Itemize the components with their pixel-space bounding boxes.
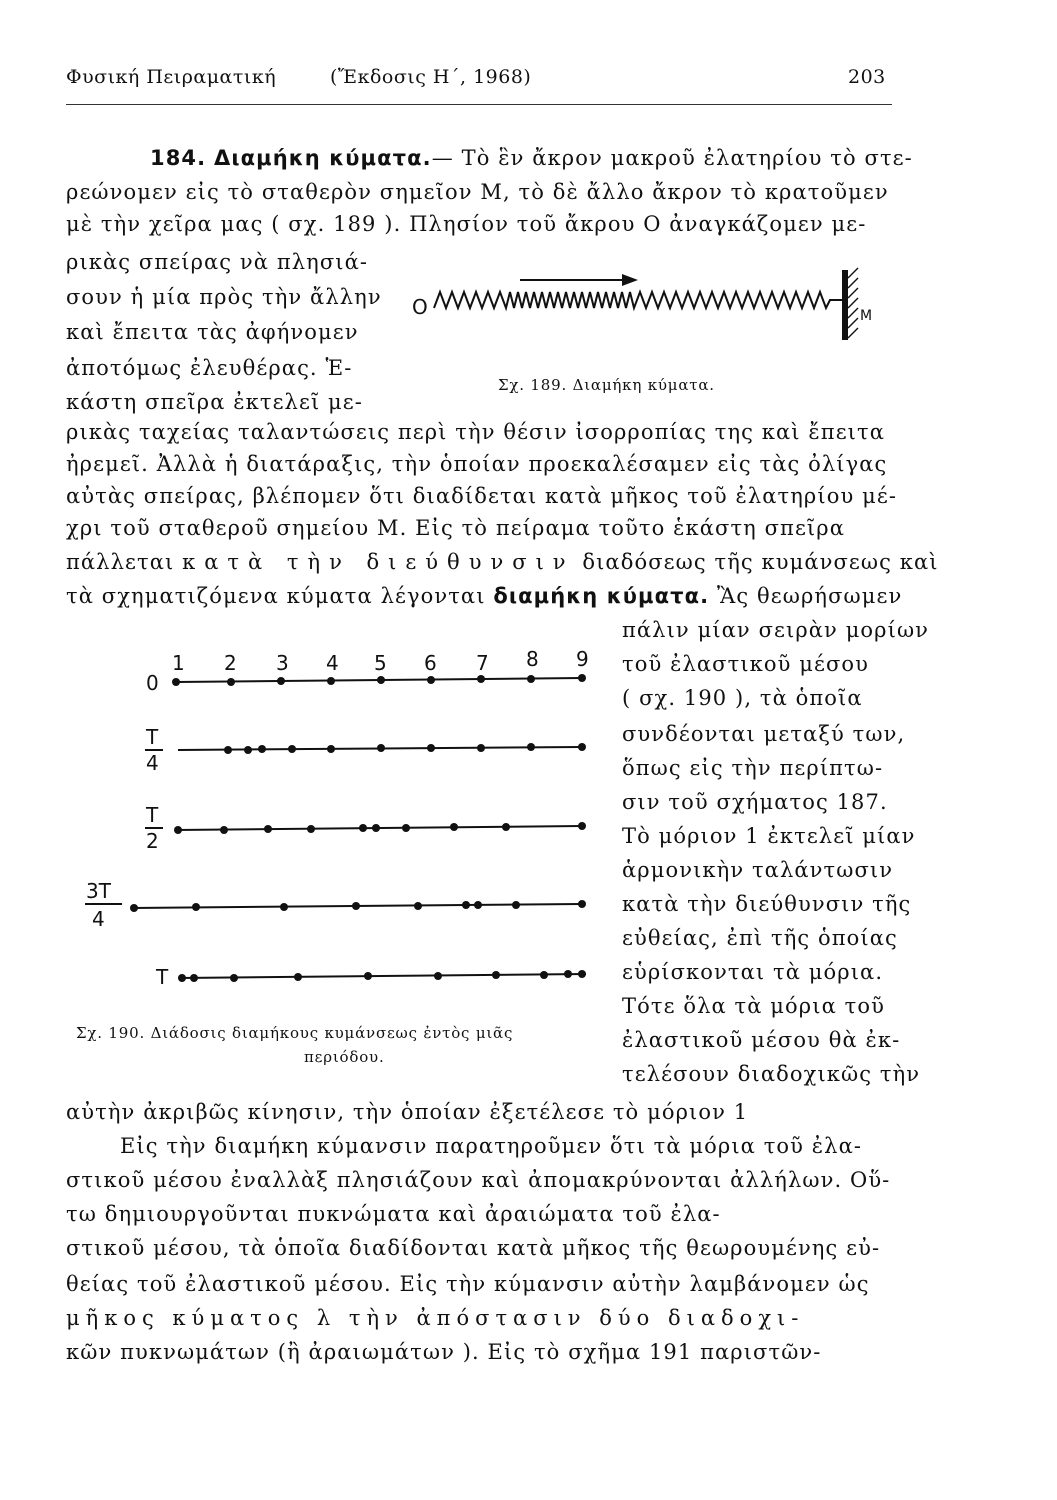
paragraph-line: χρι τοῦ σταθεροῦ σημείου Μ. Εἰς τὸ πείραμα τοῦτο ἑκάστη σπεῖρα <box>66 516 845 540</box>
paragraph-line: σουν ἡ μία πρὸς τὴν ἄλλην <box>66 285 382 309</box>
paragraph-line: στικοῦ μέσου, τὰ ὁποῖα διαδίδονται κατὰ μῆκος τῆς θεωρουμένης εὐ- <box>66 1236 881 1260</box>
particle-number: 7 <box>476 651 489 675</box>
fixed-point-m: M <box>860 308 873 324</box>
particle <box>307 825 315 833</box>
fixed-wall <box>842 270 848 340</box>
particle <box>578 674 586 682</box>
particle <box>327 745 335 753</box>
edition-label: (Ἔκδοσις Η΄, 1968) <box>330 66 532 88</box>
paragraph-line: εὑρίσκονται τὰ μόρια. <box>622 960 884 984</box>
figure-190-diagram <box>66 630 606 1010</box>
particle <box>527 675 535 683</box>
row-particles-0 <box>172 674 586 686</box>
particle <box>264 825 272 833</box>
particle <box>427 744 435 752</box>
paragraph-line: κατὰ τὴν διεύθυνσιν τῆς <box>622 892 912 916</box>
particle-number: 9 <box>576 647 589 671</box>
particle-numbers <box>172 647 589 675</box>
particle <box>288 745 296 753</box>
particle <box>230 974 238 982</box>
particle-number: 4 <box>326 651 339 675</box>
figure-190-caption-line1: Σχ. 190. Διάδοσις διαμήκους κυμάνσεως ἐντὸς μιᾶς <box>76 1024 514 1042</box>
row-label-t: T <box>156 965 169 989</box>
paragraph-line: Τότε ὅλα τὰ μόρια τοῦ <box>622 994 885 1018</box>
particle <box>178 974 186 982</box>
particle <box>502 823 510 831</box>
particle <box>172 678 180 686</box>
particle-number: 5 <box>374 651 387 675</box>
paragraph-line: εὐθείας, ἐπὶ τῆς ὁποίας <box>622 926 898 950</box>
spring-end-o: O <box>412 295 428 319</box>
particle <box>477 675 485 683</box>
header-rule <box>66 104 892 105</box>
particle-number: 2 <box>224 651 237 675</box>
row-label-t2-num: T <box>146 803 159 827</box>
particle <box>258 745 266 753</box>
particle <box>474 901 482 909</box>
paragraph-line: στικοῦ μέσου ἐναλλὰξ πλησιάζουν καὶ ἀπομακρύνονται ἀλλήλων. Οὕ- <box>66 1168 891 1192</box>
paragraph-line: Τὸ μόριον 1 ἐκτελεῖ μίαν <box>622 824 916 848</box>
paragraph-line: ἠρεμεῖ. Ἀλλὰ ἡ διατάραξις, τὴν ὁποίαν προεκαλέσαμεν εἰς τὰς ὀλίγας <box>66 452 888 476</box>
particle <box>492 971 500 979</box>
paragraph-line: ρικὰς σπείρας νὰ πλησιά- <box>66 250 369 274</box>
particle <box>224 746 232 754</box>
particle <box>578 822 586 830</box>
particle <box>294 973 302 981</box>
paragraph-line: ἀποτόμως ἐλευθέρας. Ἑ- <box>66 356 353 380</box>
paragraph-line: ἐλαστικοῦ μέσου θὰ ἐκ- <box>622 1028 901 1052</box>
particle <box>527 743 535 751</box>
particle <box>578 900 586 908</box>
particle <box>227 678 235 686</box>
particle <box>277 677 285 685</box>
arrow-head <box>622 274 638 286</box>
paragraph-line-bold <box>66 584 902 608</box>
particle <box>352 902 360 910</box>
particle <box>414 902 422 910</box>
particle <box>578 743 586 751</box>
row-label-t2-den: 2 <box>146 829 159 853</box>
particle <box>174 826 182 834</box>
particle <box>564 970 572 978</box>
emphasized-spaced-text: κατὰ τὴν διεύθυνσιν <box>182 550 575 574</box>
paragraph-line: Εἰς τὴν διαμήκη κύμανσιν παρατηροῦμεν ὅτι τὰ μόρια τοῦ ἐλα- <box>120 1134 863 1158</box>
particle <box>427 676 435 684</box>
page-number: 203 <box>848 66 886 88</box>
paragraph-line: ( σχ. 190 ), τὰ ὁποῖα <box>622 686 863 710</box>
particle-number: 3 <box>276 651 289 675</box>
text-run: τὰ σχηματιζόμενα κύματα λέγονται <box>66 584 486 608</box>
particle <box>327 677 335 685</box>
particle-number: 6 <box>424 651 437 675</box>
paragraph-line: θείας τοῦ ἐλαστικοῦ μέσου. Εἰς τὴν κύμανσιν αὐτὴν λαμβάνομεν ὡς <box>66 1272 870 1296</box>
particle <box>578 970 586 978</box>
paragraph-line: τελέσουν διαδοχικῶς τὴν <box>622 1062 921 1086</box>
paragraph-line: αὐτὰς σπείρας, βλέπομεν ὅτι διαδίδεται κατὰ μῆκος τοῦ ἐλατηρίου μέ- <box>66 484 898 508</box>
paragraph-line: ρικὰς ταχείας ταλαντώσεις περὶ τὴν θέσιν ἰσορροπίας της καὶ ἔπειτα <box>66 420 886 444</box>
figure-189-caption: Σχ. 189. Διαμήκη κύματα. <box>498 376 715 394</box>
figure-189-spring <box>410 262 880 352</box>
particle <box>220 826 228 834</box>
spring-coils <box>434 292 846 308</box>
paragraph-line: μὲ τὴν χεῖρα μας ( σχ. 189 ). Πλησίον τοῦ ἄκρου Ο ἀναγκάζομεν με- <box>66 212 867 236</box>
particle <box>462 901 470 909</box>
particle <box>130 904 138 912</box>
paragraph-line: πάλιν μίαν σειρὰν μορίων <box>622 618 930 642</box>
paragraph-line: καὶ ἔπειτα τὰς ἀφήνομεν <box>66 320 359 344</box>
row-label-3t4-den: 4 <box>92 907 105 931</box>
particle <box>477 744 485 752</box>
particle <box>450 823 458 831</box>
particle <box>280 903 288 911</box>
row-label-0: 0 <box>146 671 159 695</box>
particle <box>364 972 372 980</box>
row-particles-3t4 <box>130 900 586 912</box>
particle <box>359 824 367 832</box>
particle-number: 1 <box>172 651 185 675</box>
row-label-t4-den: 4 <box>146 751 159 775</box>
particle <box>434 972 442 980</box>
particle <box>244 746 252 754</box>
paragraph-line-spaced <box>66 550 939 574</box>
particle <box>512 901 520 909</box>
section-title: Διαμήκη κύματα. <box>214 146 432 170</box>
section-number: 184. <box>150 146 207 170</box>
particle <box>372 824 380 832</box>
particle <box>377 744 385 752</box>
paragraph-line: ρεώνομεν εἰς τὸ σταθερὸν σημεῖον Μ, τὸ δὲ ἄλλο ἄκρον τὸ κρατοῦμεν <box>66 180 889 204</box>
text-run: διαδόσεως τῆς κυμάνσεως καὶ <box>582 550 939 574</box>
row-label-t4-num: T <box>146 725 159 749</box>
paragraph-line: τω δημιουργοῦνται πυκνώματα καὶ ἀραιώματα τοῦ ἐλα- <box>66 1202 721 1226</box>
paragraph-line: κάστη σπεῖρα ἐκτελεῖ με- <box>66 390 363 414</box>
paragraph-line: τοῦ ἐλαστικοῦ μέσου <box>622 652 870 676</box>
row-particles-t2 <box>174 822 586 834</box>
running-title: Φυσική Πειραματική <box>66 66 277 88</box>
figure-190-caption-line2: περιόδου. <box>304 1048 385 1066</box>
particle <box>402 824 410 832</box>
paragraph-line: ἁρμονικὴν ταλάντωσιν <box>622 858 894 882</box>
section-first-line: — Τὸ ἓν ἄκρον μακροῦ ἐλατηρίου τὸ στε- <box>431 146 913 170</box>
wall-hatching <box>848 268 858 338</box>
paragraph-line: συνδέονται μεταξύ των, <box>622 722 906 746</box>
paragraph-line: ὅπως εἰς τὴν περίπτω- <box>622 756 884 780</box>
particle <box>377 676 385 684</box>
paragraph-line-spaced: μῆκος κύματος λ τὴν ἀπόστασιν δύο διαδοχι- <box>66 1306 805 1330</box>
text-run: Ἂς θεωρήσωμεν <box>717 584 903 608</box>
particle <box>190 974 198 982</box>
row-label-3t4-num: 3T <box>86 879 111 903</box>
row-line-t <box>180 974 586 978</box>
section-heading <box>150 146 913 170</box>
paragraph-line: σιν τοῦ σχήματος 187. <box>622 790 888 814</box>
text-run: πάλλεται <box>66 550 175 574</box>
particle <box>192 903 200 911</box>
particle <box>540 971 548 979</box>
paragraph-line: αὐτὴν ἀκριβῶς κίνησιν, τὴν ὁποίαν ἐξετέλεσε τὸ μόριον 1 <box>66 1100 749 1124</box>
term-longitudinal-waves: διαμήκη κύματα. <box>493 584 710 608</box>
paragraph-line: κῶν πυκνωμάτων (ἢ ἀραιωμάτων ). Εἰς τὸ σχῆμα 191 παριστῶν- <box>66 1340 822 1364</box>
particle-number: 8 <box>526 647 539 671</box>
